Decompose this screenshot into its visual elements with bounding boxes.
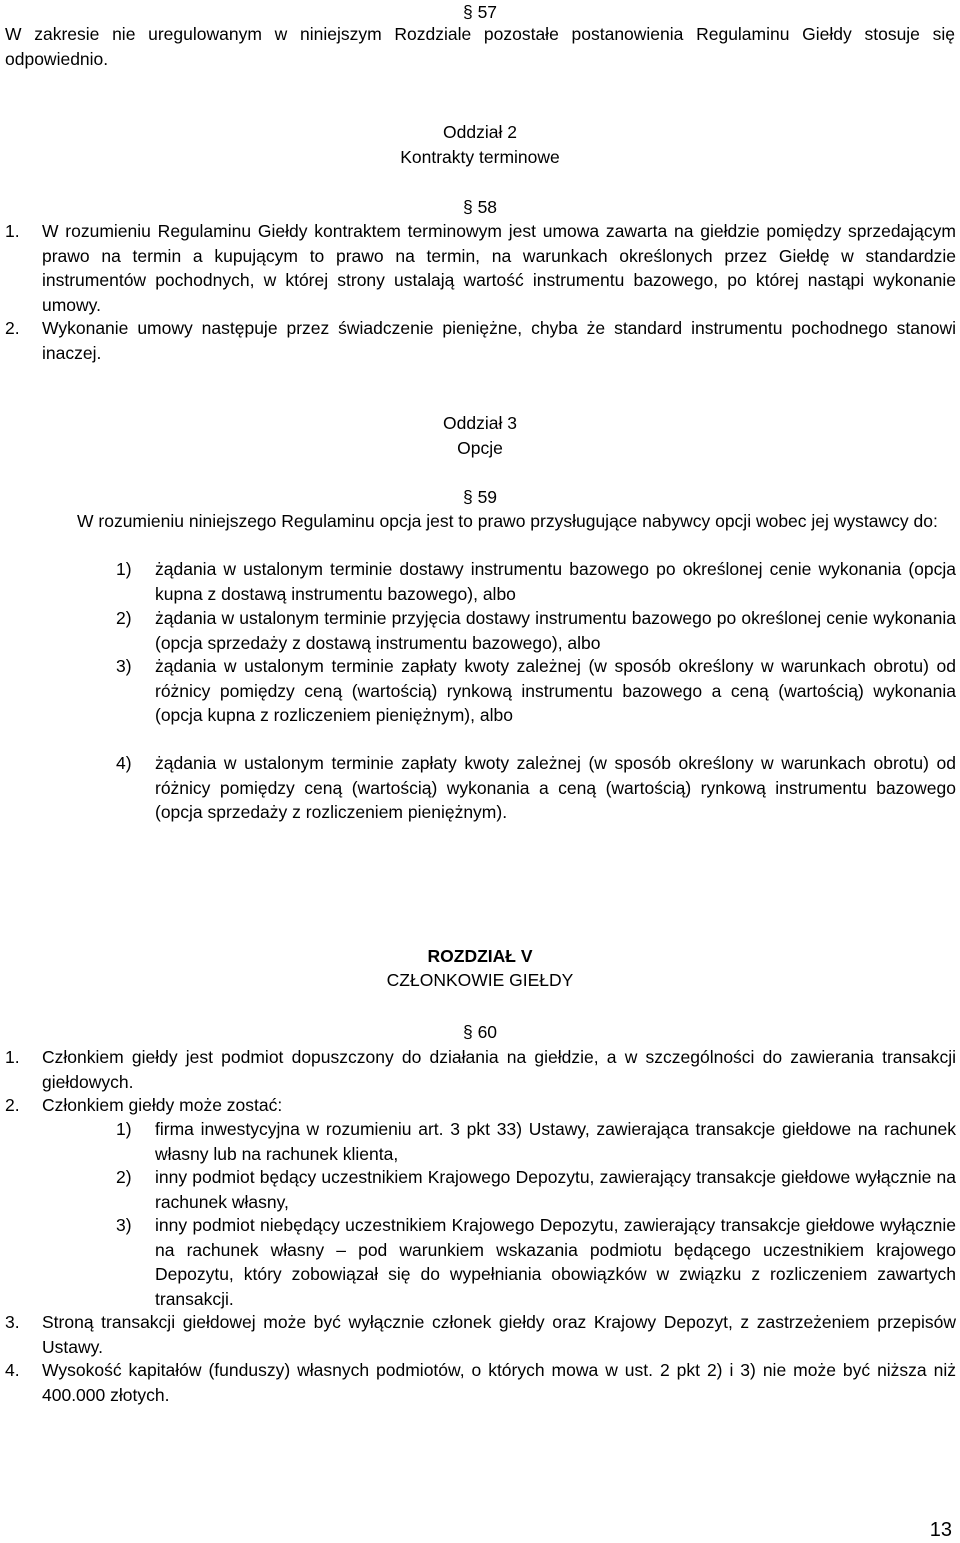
section-60-item-3-number: 3. bbox=[5, 1312, 20, 1332]
section-59-heading: § 59 bbox=[462, 487, 498, 507]
section-57-text: W zakresie nie uregulowanym w niniejszym Rozdziale pozostałe postanowienia Regulaminu Giełdy stosuje się odpowiednio. bbox=[5, 24, 955, 69]
section-57-heading: § 57 bbox=[462, 2, 498, 22]
list-item-number: 3) bbox=[116, 656, 132, 676]
list-item-text: żądania w ustalonym terminie dostawy instrumentu bazowego po określonej cenie wykonania (opcja kupna z dostawą instrumentu bazowego), albo bbox=[155, 559, 956, 604]
section-58-item-2-number: 2. bbox=[5, 318, 20, 338]
list-item-text: żądania w ustalonym terminie przyjęcia dostawy instrumentu bazowego po określonej cenie wykonania (opcja sprzedaży z dostawą instrumentu bazowego), albo bbox=[155, 608, 956, 653]
section-60-item-4-number: 4. bbox=[5, 1360, 20, 1380]
list-item-number: 2) bbox=[116, 608, 132, 628]
chapter-5-title: ROZDZIAŁ V bbox=[427, 946, 533, 966]
section-59-intro: W rozumieniu niniejszego Regulaminu opcja jest to prawo przysługujące nabywcy opcji wobec jej wystawcy do: bbox=[77, 511, 938, 531]
section-60-item-1-number: 1. bbox=[5, 1047, 20, 1067]
division-3-title: Oddział 3 bbox=[443, 413, 517, 433]
list-item-text: żądania w ustalonym terminie zapłaty kwoty zależnej (w sposób określony w warunkach obrotu) od różnicy pomiędzy ceną (wartością) rynkową instrumentu bazowego a ceną (wartością) wykonania (opcja kupna z rozliczeniem pieniężnym), albo bbox=[155, 656, 956, 725]
list-item-text: firma inwestycyjna w rozumieniu art. 3 pkt 33) Ustawy, zawierająca transakcje giełdowe na rachunek własny lub na rachunek klienta, bbox=[155, 1119, 956, 1164]
division-2-title: Oddział 2 bbox=[443, 122, 517, 142]
section-60-item-2-number: 2. bbox=[5, 1095, 20, 1115]
list-item-text: żądania w ustalonym terminie zapłaty kwoty zależnej (w sposób określony w warunkach obrotu) od różnicy pomiędzy ceną (wartością) wykonania a ceną (wartością) rynkową instrumentu bazowego (opcja sprzedaży z rozliczeniem pieniężnym). bbox=[155, 753, 956, 822]
list-item-number: 4) bbox=[116, 753, 132, 773]
list-item-text: inny podmiot niebędący uczestnikiem Krajowego Depozytu, zawierający transakcje giełdowe wyłącznie na rachunek własny – pod warunkiem wskazania podmiotu będącego uczestnikiem krajowego Depozytu, który zobowiązał się do wypełniania obowiązków w związku z rozliczeniem zawartych transakcji. bbox=[155, 1215, 956, 1309]
list-item-number: 2) bbox=[116, 1167, 132, 1187]
section-60-item-3-text: Stroną transakcji giełdowej może być wyłącznie członek giełdy oraz Krajowy Depozyt, z zastrzeżeniem przepisów Ustawy. bbox=[42, 1312, 956, 1357]
section-60-item-4-text: Wysokość kapitałów (funduszy) własnych podmiotów, o których mowa w ust. 2 pkt 2) i 3) nie może być niższa niż 400.000 złotych. bbox=[42, 1360, 956, 1405]
section-58-item-2-text: Wykonanie umowy następuje przez świadczenie pieniężne, chyba że standard instrumentu pochodnego stanowi inaczej. bbox=[42, 318, 956, 363]
section-58-item-1-text: W rozumieniu Regulaminu Giełdy kontraktem terminowym jest umowa zawarta na giełdzie pomiędzy sprzedającym prawo na termin a kupującym to prawo na termin, na warunkach określonych przez Giełdę w standardzie instrumentów pochodnych, w której strony ustalają wartość instrumentu bazowego, po której nastąpi wykonanie umowy. bbox=[42, 221, 956, 315]
list-item-text: inny podmiot będący uczestnikiem Krajowego Depozytu, zawierający transakcje giełdowe wyłącznie na rachunek własny, bbox=[155, 1167, 956, 1212]
list-item-number: 3) bbox=[116, 1215, 132, 1235]
section-60-item-1-text: Członkiem giełdy jest podmiot dopuszczony do działania na giełdzie, a w szczególności do zawierania transakcji giełdowych. bbox=[42, 1047, 956, 1092]
division-3-subtitle: Opcje bbox=[457, 438, 503, 458]
page-number: 13 bbox=[929, 1519, 952, 1541]
section-60-item-2-text: Członkiem giełdy może zostać: bbox=[42, 1095, 283, 1115]
section-60-heading: § 60 bbox=[462, 1022, 498, 1042]
section-58-item-1-number: 1. bbox=[5, 221, 20, 241]
section-58-heading: § 58 bbox=[462, 197, 498, 217]
list-item-number: 1) bbox=[116, 559, 132, 579]
chapter-5-subtitle: CZŁONKOWIE GIEŁDY bbox=[386, 970, 574, 990]
division-2-subtitle: Kontrakty terminowe bbox=[400, 147, 560, 167]
list-item-number: 1) bbox=[116, 1119, 132, 1139]
